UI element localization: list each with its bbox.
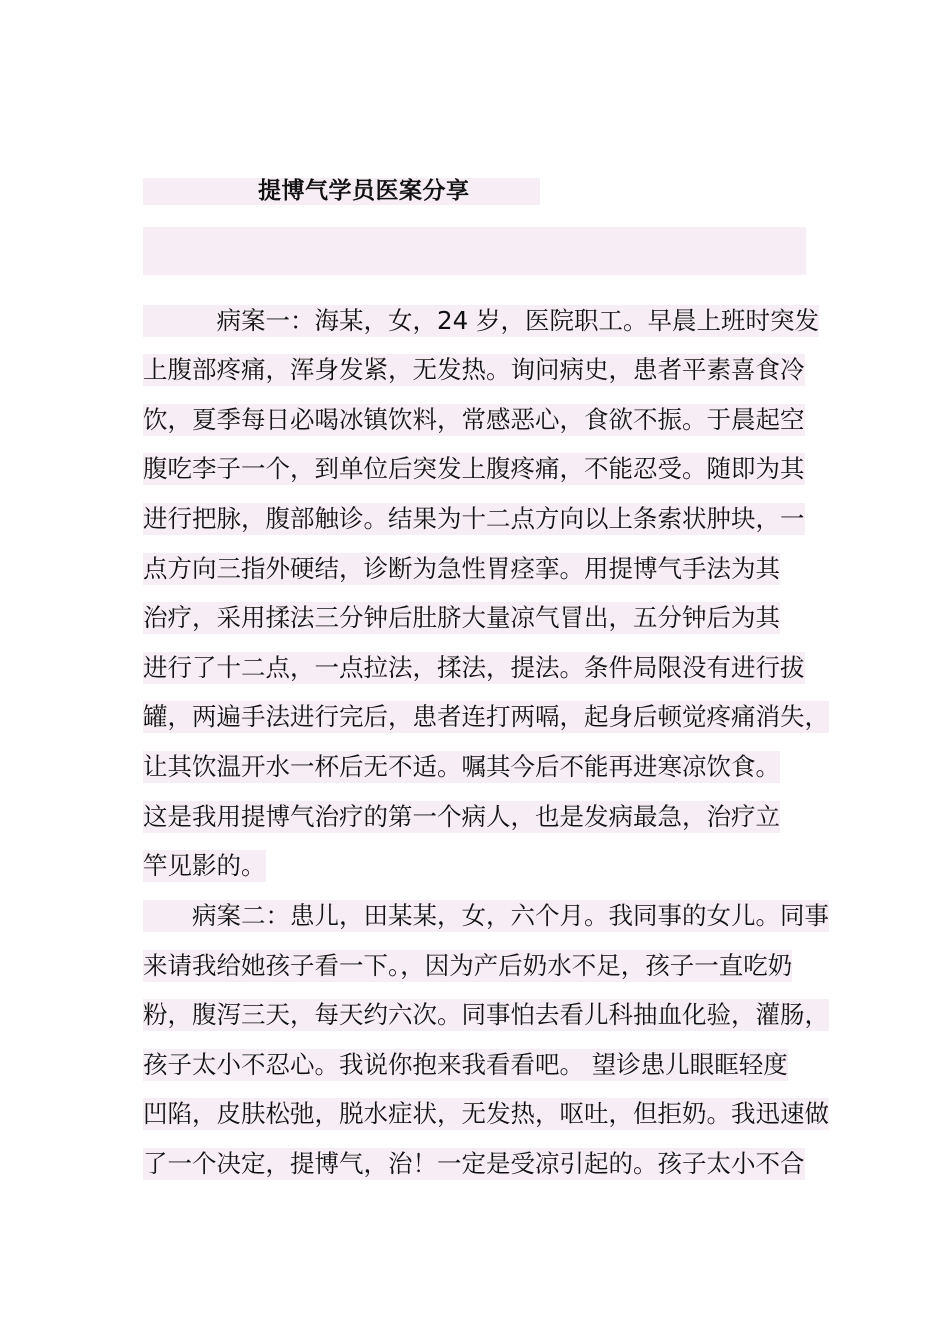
document-title: 提博气学员医案分享	[258, 178, 470, 204]
paragraph-line: 凹陷，皮肤松弛，脱水症状，无发热，呕吐，但拒奶。我迅速做	[143, 1099, 829, 1128]
paragraph-line: 点方向三指外硬结，诊断为急性胃痉挛。用提博气手法为其	[143, 554, 780, 583]
paragraph-line: 粉，腹泻三天，每天约六次。同事怕去看儿科抽血化验，灌肠，	[143, 1000, 829, 1029]
paragraph-line: 竿见影的。	[143, 851, 266, 880]
paragraph-line: 孩子太小不忍心。我说你抱来我看看吧。 望诊患儿眼眶轻度	[143, 1050, 788, 1079]
paragraph-line: 进行了十二点，一点拉法，揉法，提法。条件局限没有进行拔	[143, 653, 805, 682]
paragraph-line: 来请我给她孩子看一下。，因为产后奶水不足，孩子一直吃奶	[143, 951, 793, 980]
paragraph-line: 饮，夏季每日必喝冰镇饮料，常感恶心，食欲不振。于晨起空	[143, 405, 805, 434]
paragraph-line: 治疗，采用揉法三分钟后肚脐大量凉气冒出，五分钟后为其	[143, 603, 780, 632]
paragraph-line: 病案二：患儿，田某某，女，六个月。我同事的女儿。同事	[143, 901, 829, 930]
paragraph-line: 腹吃李子一个，到单位后突发上腹疼痛，不能忍受。随即为其	[143, 454, 805, 483]
paragraph-line: 进行把脉，腹部触诊。结果为十二点方向以上条索状肿块，一	[143, 504, 805, 533]
paragraph-line: 让其饮温开水一杯后无不适。嘱其今后不能再进寒凉饮食。	[143, 752, 780, 781]
paragraph-line: 病案一：海某，女，24 岁，医院职工。早晨上班时突发	[143, 306, 819, 335]
paragraph-line: 罐，两遍手法进行完后，患者连打两嗝，起身后顿觉疼痛消失，	[143, 702, 829, 731]
blank-highlight-line	[143, 227, 806, 275]
paragraph-line: 了一个决定，提博气，治！一定是受凉引起的。孩子太小不合	[143, 1149, 805, 1178]
paragraph-line: 上腹部疼痛，浑身发紧，无发热。询问病史，患者平素喜食冷	[143, 355, 805, 384]
paragraph-line: 这是我用提博气治疗的第一个病人，也是发病最急，治疗立	[143, 802, 780, 831]
